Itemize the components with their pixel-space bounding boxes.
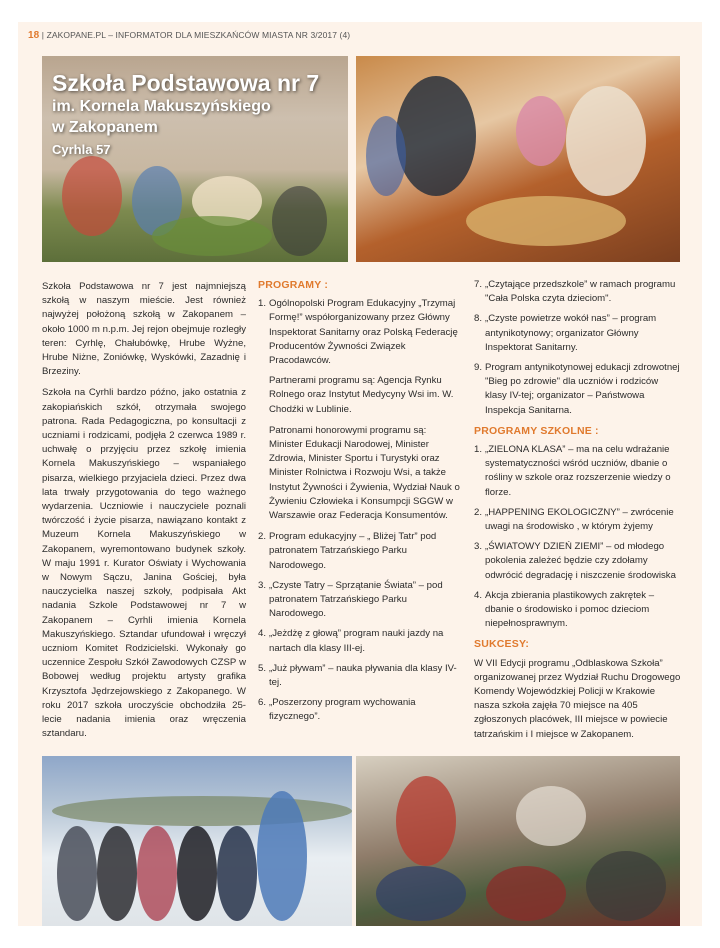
page-number: 18 xyxy=(28,30,40,41)
list-item: 8. „Czyste powietrze wokół nas” – program antynikotynowy; organizator Główny Inspektorat Sanitarny. xyxy=(474,313,657,353)
paragraph-partners: Partnerami programu są: Agencja Rynku Rolnego oraz Instytut Medycyny Wsi im. W. Chodźki w Lublinie. xyxy=(269,375,454,415)
list-item: 5. „Już pływam” – nauka pływania dla klasy IV-tej. xyxy=(258,662,457,689)
list-item: 3. „ŚWIATOWY DZIEŃ ZIEMI” – od młodego pokolenia zależeć będzie czy zdołamy odwrócić degradację i niszczenie środowiska xyxy=(474,541,676,581)
paragraph-history: Szkoła na Cyrhli bardzo późno, jako ostatnia z zakopiańskich szkół, otrzymała swojego patrona. Rada Pedagogiczna, po konsultacji z uczniami i rodzicami, podjęła 2 czerwca 1989 r. uchwałę o przyjęciu przez szkołę imienia Kornela Makuszyńskiego – wspaniałego pisarza, wielkiego przyjaciela dzieci. Przez dwa lata trwały przygotowania do tego ważnego wydarzenia. Uczniowie i nauczyciele poznali twórczość i życie pisarza, nawiązano kontakt z Muzeum Kornela Makuszyńskiego w Zakopanem, wyremontowano budynek szkoły. W maju 1991 r. Kurator Oświaty i Wychowania w Nowym Sączu, Janina Gościej, była nauczycielka naszej szkoły, podpisała Akt nadania Szkole Podstawowej nr 7 w Zakopanem – Cyrhli imienia Kornela Makuszyńskiego. Sztandar ufundował i wręczył uczniom Komitet Rodzicielski. Wykonały go uczennice Zespołu Szkół Zawodowych CZSP w Bobowej według projektu artysty grafika Krzysztofa Jędrzejowskiego z Zakopanego. W roku 2017 szkoła uroczyście obchodziła 25-lecie nadania imienia oraz wręczenia sztandaru. xyxy=(42,387,246,740)
paragraph-intro: Szkoła Podstawowa nr 7 jest najmniejszą szkołą w naszym mieście. Jest również najwyżej położoną szkołą w Zakopanem – około 1000 m n.p.m. Jej rejon obejmuje rozległy teren: Cyrhlę, Chałubówkę, Hrube Wyżne, Hrube Niżne, Zoniówkę, Wyskówki, Zazadnię i Brzeziny. xyxy=(42,281,246,378)
list-item: 2. Program edukacyjny – „ Bliżej Tatr” pod patronatem Tatrzańskiego Parku Narodowego. xyxy=(258,531,437,571)
list-item: 1. „ZIELONA KLASA” – ma na celu wdrażanie systematyczności wśród uczniów, dbanie o rośliny w szkole oraz rozszerzenie wiedzy o florze. xyxy=(474,444,671,498)
column-1 xyxy=(42,280,246,749)
article-title xyxy=(52,70,319,160)
header-text: | ZAKOPANE.PL – INFORMATOR DLA MIESZKAŃCÓW MIASTA NR 3/2017 (4) xyxy=(41,30,351,40)
title-address: Cyrhla 57 xyxy=(52,142,111,157)
list-item: 9. Program antynikotynowej edukacji zdrowotnej "Bieg po zdrowie" dla uczniów i rodziców klasy IV-tej; organizator – Państwowa Inspekcja Sanitarna. xyxy=(474,362,680,416)
list-item: 6. „Poszerzony program wychowania fizycznego”. xyxy=(258,697,416,723)
column-3 xyxy=(474,278,682,749)
list-item: 3. „Czyste Tatry – Sprzątanie Świata” – pod patronatem Tatrzańskiego Parku Narodowego. xyxy=(258,579,443,620)
title-line-1: Szkoła Podstawowa nr 7 xyxy=(52,70,320,96)
heading-programs: PROGRAMY : xyxy=(258,279,329,291)
heading-school-programs: PROGRAMY SZKOLNE : xyxy=(474,424,599,437)
list-item: 2. „HAPPENING EKOLOGICZNY” – zwrócenie uwagi na środowisko , w którym żyjemy xyxy=(474,506,674,533)
title-line-2: im. Kornela Makuszyńskiego xyxy=(52,98,271,115)
page-header xyxy=(28,30,350,41)
list-item: 4. „Jeżdżę z głową” program nauki jazdy na nartach dla klasy III-ej. xyxy=(258,628,444,654)
column-2 xyxy=(258,278,462,731)
heading-successes: SUKCESY: xyxy=(474,638,530,651)
paragraph-patrons: Patronami honorowymi programu są: Minister Edukacji Narodowej, Minister Zdrowia, Minister Sportu i Turystyki oraz Minister Rolnictwa i Rozwoju Wsi, a także Instytut Żywności i Żywienia, Wydział Nauk o Żywieniu Człowieka i Konsumpcji SGGW w Warszawie oraz Federacja Konsumentów. xyxy=(269,424,460,522)
title-line-3: w Zakopanem xyxy=(52,119,158,136)
list-item: 1. Ogólnopolski Program Edukacyjny „Trzymaj Formę!” współorganizowany przez Główny Inspektorat Sanitarny oraz Polską Federację Producentów Żywności Związek Pracodawców. xyxy=(258,298,458,367)
photo-ski-group xyxy=(42,756,352,926)
photo-cooking-class xyxy=(356,56,680,262)
photo-school-event xyxy=(356,756,680,926)
list-item: 4. Akcja zbierania plastikowych zakrętek – dbanie o środowisko i pomoc dzieciom niepełnosprawnym. xyxy=(474,589,655,630)
paragraph-successes: W VII Edycji programu „Odblaskowa Szkoła” organizowanej przez Wydział Ruchu Drogowego Komendy Wojewódzkiej Policji w Krakowie nasza szkoła zajęła 70 miejsce na 405 zgłoszonych placówek, III miejsce w powiecie tatrzańskim i I miejsce w Zakopanem. xyxy=(474,657,681,740)
list-item: 7. „Czytające przedszkole” w ramach programu "Cała Polska czyta dzieciom". xyxy=(474,279,676,305)
